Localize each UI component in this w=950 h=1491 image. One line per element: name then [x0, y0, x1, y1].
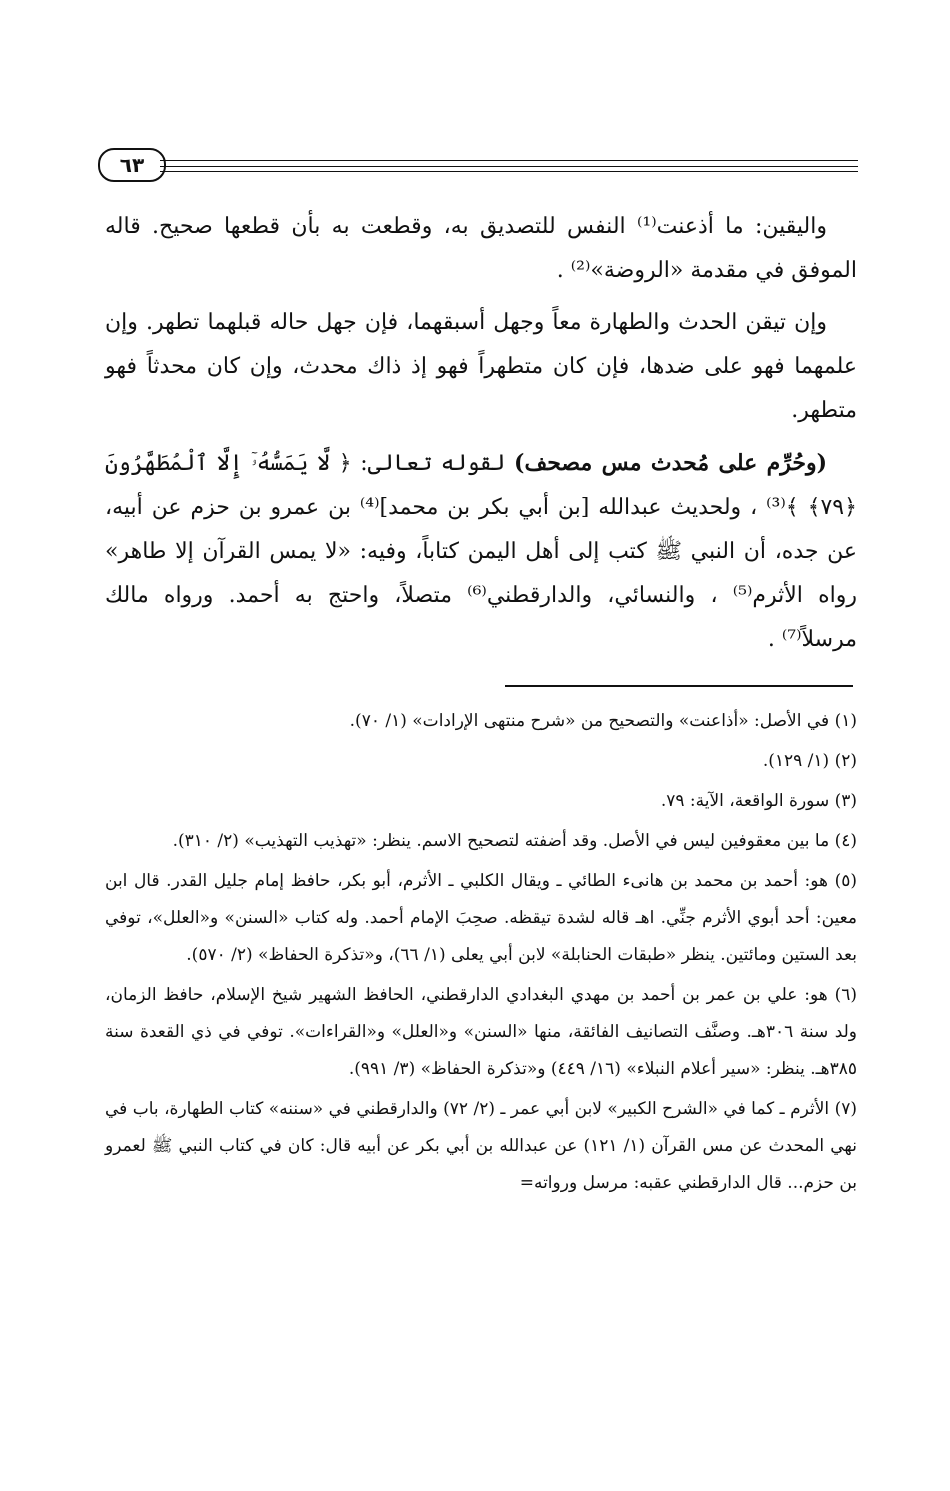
- paragraph: واليقين: ما أذعنت⁽¹⁾ النفس للتصديق به، وقطعت به بأن قطعها صحيح. قاله الموفق في مقدمة «الروضة»⁽²⁾ .: [105, 214, 857, 283]
- header-rule: [160, 171, 858, 172]
- page-number: ٦٣: [98, 148, 166, 182]
- paragraph: وإن تيقن الحدث والطهارة معاً وجهل أسبقهما، فإن جهل حاله قبلهما تطهر. وإن علمهما فهو على ضدها، فإن كان متطهراً فهو إذ ذاك محدث، وإن كان محدثاً فهو متطهر.: [105, 310, 857, 423]
- footnote: (٤) ما بين معقوفين ليس في الأصل. وقد أضفته لتصحيح الاسم. ينظر: «تهذيب التهذيب» (٢/ ٣١٠).: [172, 831, 857, 851]
- footnote: (٧) الأثرم ـ كما في «الشرح الكبير» لابن أبي عمر ـ (٢/ ٧٢) والدارقطني في «سننه» كتاب الطهارة، باب في نهي المحدث عن مس القرآن (١/ ١٢١) عن عبدالله بن أبي بكر عن أبيه قال: كان في كتاب النبي ﷺ لعمرو بن حزم... قال الدارقطني عقبه: مرسل ورواته=: [105, 1099, 857, 1193]
- header-rule: [160, 166, 858, 167]
- footnote: (٥) هو: أحمد بن محمد بن هانىء الطائي ـ ويقال الكلبي ـ الأثرم، أبو بكر، حافظ إمام جليل القدر. قال ابن معين: أحد أبوي الأثرم جنِّي. اهـ قاله لشدة تيقظه. صحِبَ الإمام أحمد. وله كتاب «السنن» و«العلل»، توفي بعد الستين ومائتين. ينظر «طبقات الحنابلة» لابن أبي يعلى (١/ ٦٦)، و«تذكرة الحفاظ» (٢/ ٥٧٠).: [105, 871, 857, 965]
- bold-phrase: (وحُرِّم على مُحدث مس مصحف): [514, 450, 828, 476]
- main-text: [105, 205, 857, 670]
- footnote-separator: [505, 685, 853, 687]
- footnote: (٢) (١/ ١٢٩).: [762, 751, 857, 771]
- header-rule: [160, 160, 858, 161]
- paragraph-text: لقوله تعالى: ﴿ لَّا يَمَسُّهُۥٓ إِلَّا ٱلْمُطَهَّرُونَ ﴿٧٩﴾ ﴾⁽³⁾ ، ولحديث عبدالله [بن أبي بكر بن محمد]⁽⁴⁾ بن عمرو بن حزم عن أبيه، عن جده، أن النبي ﷺ كتب إلى أهل اليمن كتاباً، وفيه: «لا يمس القرآن إلا طاهر» رواه الأثرم⁽⁵⁾ ، والنسائي، والدارقطني⁽⁶⁾ متصلاً، واحتج به أحمد. ورواه مالك مرسلاً⁽⁷⁾ .: [105, 451, 857, 652]
- paragraph: [105, 441, 857, 662]
- footnote: (٣) سورة الواقعة، الآية: ٧٩.: [660, 791, 857, 811]
- footnotes: [105, 703, 857, 1205]
- footnote: (٦) هو: علي بن عمر بن أحمد بن مهدي البغدادي الدارقطني، الحافظ الشهير شيخ الإسلام، حافظ الزمان، ولد سنة ٣٠٦هـ. وصنَّف التصانيف الفائقة، منها «السنن» و«العلل» و«القراءات». توفي في ذي القعدة سنة ٣٨٥هـ. ينظر: «سير أعلام النبلاء» (١٦/ ٤٤٩) و«تذكرة الحفاظ» (٣/ ٩٩١).: [105, 985, 858, 1079]
- page-header: [98, 148, 858, 188]
- footnote: (١) في الأصل: «أذاعنت» والتصحيح من «شرح منتهى الإرادات» (١/ ٧٠).: [349, 711, 857, 731]
